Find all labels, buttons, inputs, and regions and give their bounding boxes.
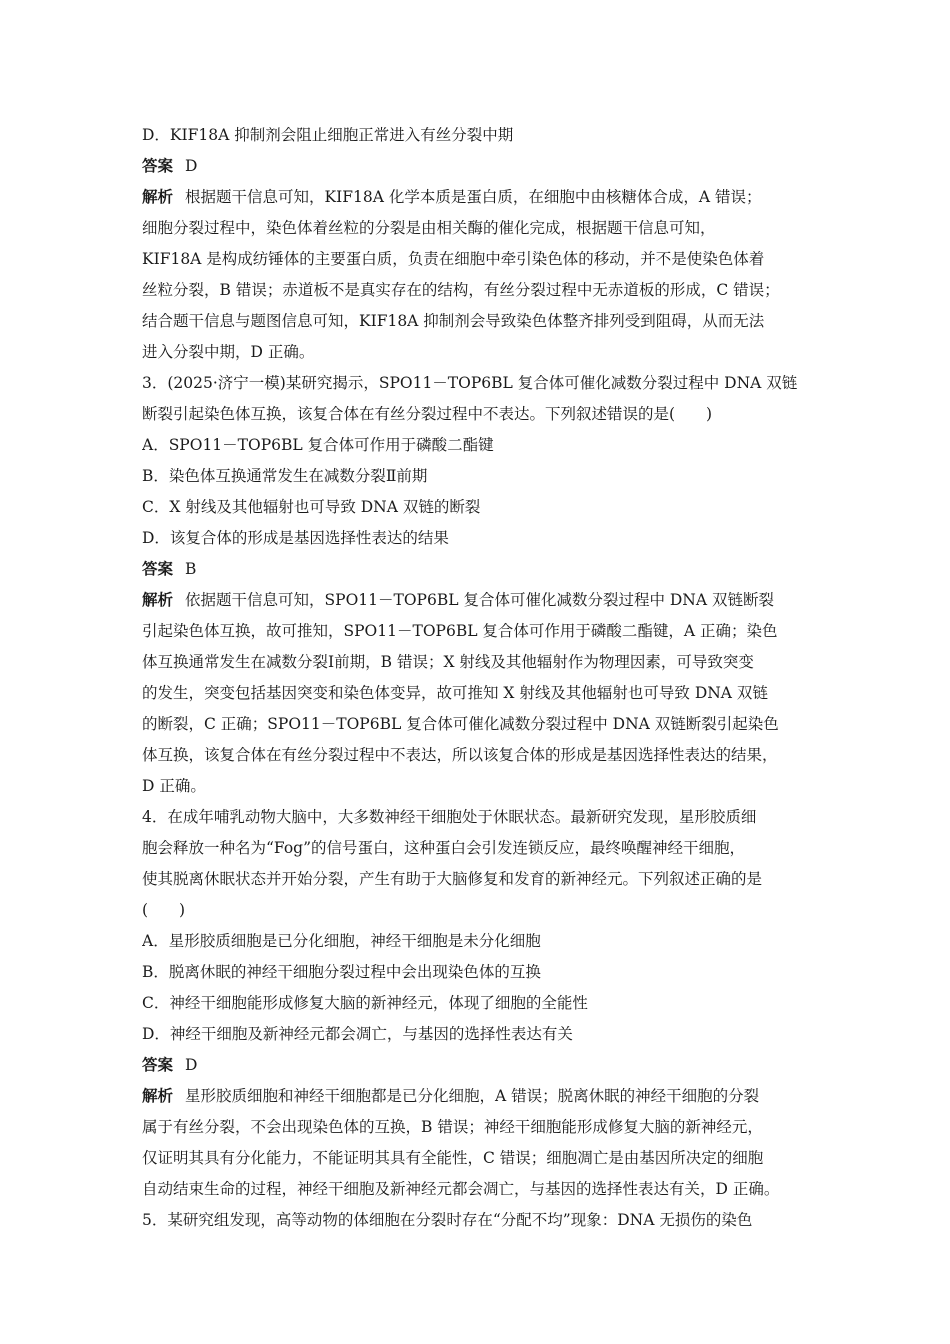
text-line: [142, 926, 814, 957]
text-line: [142, 1174, 814, 1205]
line-text: B: [185, 560, 197, 578]
line-text: 体互换通常发生在减数分裂Ⅰ前期，B 错误；X 射线及其他辐射作为物理因素，可导致突变: [142, 653, 754, 671]
line-text: 星形胶质细胞和神经干细胞都是已分化细胞，A 错误；脱离休眠的神经干细胞的分裂: [185, 1087, 760, 1105]
text-line: [142, 523, 814, 554]
line-text: C．X 射线及其他辐射也可导致 DNA 双链的断裂: [142, 498, 481, 516]
line-text: 5．某研究组发现，高等动物的体细胞在分裂时存在“分配不均”现象：DNA 无损伤的染色: [142, 1211, 753, 1229]
line-text: 的断裂，C 正确；SPO11－TOP6BL 复合体可催化减数分裂过程中 DNA 双链断裂引起染色: [142, 715, 779, 733]
line-text: C．神经干细胞能形成修复大脑的新神经元，体现了细胞的全能性: [142, 994, 588, 1012]
line-text: B．染色体互换通常发生在减数分裂Ⅱ前期: [142, 467, 428, 485]
text-line: [142, 554, 814, 585]
text-line: [142, 678, 814, 709]
text-line: [142, 120, 814, 151]
line-text: D 正确。: [142, 777, 206, 795]
line-text: 的发生，突变包括基因突变和染色体变异，故可推知 X 射线及其他辐射也可导致 DNA 双链: [142, 684, 768, 702]
text-line: [142, 895, 814, 926]
text-line: [142, 399, 814, 430]
line-text: 仅证明其具有分化能力，不能证明其具有全能性，C 错误；细胞凋亡是由基因所决定的细胞: [142, 1149, 764, 1167]
line-text: D．KIF18A 抑制剂会阻止细胞正常进入有丝分裂中期: [142, 126, 514, 144]
text-line: [142, 864, 814, 895]
text-line: [142, 616, 814, 647]
line-text: D．该复合体的形成是基因选择性表达的结果: [142, 529, 449, 547]
text-line: [142, 771, 814, 802]
line-text: A．星形胶质细胞是已分化细胞，神经干细胞是未分化细胞: [142, 932, 541, 950]
line-text: 丝粒分裂，B 错误；赤道板不是真实存在的结构，有丝分裂过程中无赤道板的形成，C 错误；: [142, 281, 780, 299]
text-line: [142, 430, 814, 461]
line-text: 使其脱离休眠状态并开始分裂，产生有助于大脑修复和发育的新神经元。下列叙述正确的是: [142, 870, 763, 888]
text-line: [142, 833, 814, 864]
text-line: [142, 213, 814, 244]
text-line: [142, 988, 814, 1019]
line-text: D．神经干细胞及新神经元都会凋亡，与基因的选择性表达有关: [142, 1025, 573, 1043]
text-line: [142, 1050, 814, 1081]
line-text: B．脱离休眠的神经干细胞分裂过程中会出现染色体的互换: [142, 963, 541, 981]
text-line: [142, 1019, 814, 1050]
text-line: [142, 337, 814, 368]
line-text: 自动结束生命的过程，神经干细胞及新神经元都会凋亡，与基因的选择性表达有关，D 正确。: [142, 1180, 780, 1198]
text-line: [142, 1112, 814, 1143]
text-line: [142, 1143, 814, 1174]
answer-label: 答案: [142, 157, 174, 175]
line-text: 体互换，该复合体在有丝分裂过程中不表达，所以该复合体的形成是基因选择性表达的结果，: [142, 746, 778, 764]
line-text: 依据题干信息可知，SPO11－TOP6BL 复合体可催化减数分裂过程中 DNA 双链断裂: [185, 591, 774, 609]
text-line: [142, 740, 814, 771]
line-text: 3．(2025·济宁一模)某研究揭示，SPO11－TOP6BL 复合体可催化减数分裂过程中 DNA 双链: [142, 374, 798, 392]
line-text: 进入分裂中期，D 正确。: [142, 343, 315, 361]
line-text: 根据题干信息可知，KIF18A 化学本质是蛋白质，在细胞中由核糖体合成，A 错误；: [185, 188, 762, 206]
text-line: [142, 368, 814, 399]
text-line: [142, 306, 814, 337]
line-text: 结合题干信息与题图信息可知，KIF18A 抑制剂会导致染色体整齐排列受到阻碍，从而无法: [142, 312, 765, 330]
text-line: [142, 492, 814, 523]
line-text: 断裂引起染色体互换，该复合体在有丝分裂过程中不表达。下列叙述错误的是( ): [142, 405, 713, 423]
answer-label: 答案: [142, 1056, 174, 1074]
text-line: [142, 709, 814, 740]
line-text: 细胞分裂过程中，染色体着丝粒的分裂是由相关酶的催化完成，根据题干信息可知，: [142, 219, 716, 237]
text-line: [142, 182, 814, 213]
answer-label: 答案: [142, 560, 174, 578]
text-line: [142, 585, 814, 616]
line-text: 4．在成年哺乳动物大脑中，大多数神经干细胞处于休眠状态。最新研究发现，星形胶质细: [142, 808, 757, 826]
line-text: D: [185, 1056, 198, 1074]
document-page: [142, 120, 814, 1236]
line-text: 胞会释放一种名为“Fog”的信号蛋白，这种蛋白会引发连锁反应，最终唤醒神经干细胞，: [142, 839, 746, 857]
text-line: [142, 244, 814, 275]
line-text: A．SPO11－TOP6BL 复合体可作用于磷酸二酯键: [142, 436, 494, 454]
text-line: [142, 957, 814, 988]
line-text: 属于有丝分裂，不会出现染色体的互换，B 错误；神经干细胞能形成修复大脑的新神经元，: [142, 1118, 763, 1136]
text-line: [142, 1205, 814, 1236]
line-text: KIF18A 是构成纺锤体的主要蛋白质，负责在细胞中牵引染色体的移动，并不是使染色体着: [142, 250, 765, 268]
text-line: [142, 151, 814, 182]
analysis-label: 解析: [142, 188, 174, 206]
text-line: [142, 647, 814, 678]
analysis-label: 解析: [142, 591, 174, 609]
line-text: ( ): [142, 901, 186, 919]
line-text: D: [185, 157, 198, 175]
line-text: 引起染色体互换，故可推知，SPO11－TOP6BL 复合体可作用于磷酸二酯键，A 正确；染色: [142, 622, 778, 640]
text-line: [142, 1081, 814, 1112]
text-line: [142, 461, 814, 492]
text-line: [142, 275, 814, 306]
text-line: [142, 802, 814, 833]
analysis-label: 解析: [142, 1087, 174, 1105]
